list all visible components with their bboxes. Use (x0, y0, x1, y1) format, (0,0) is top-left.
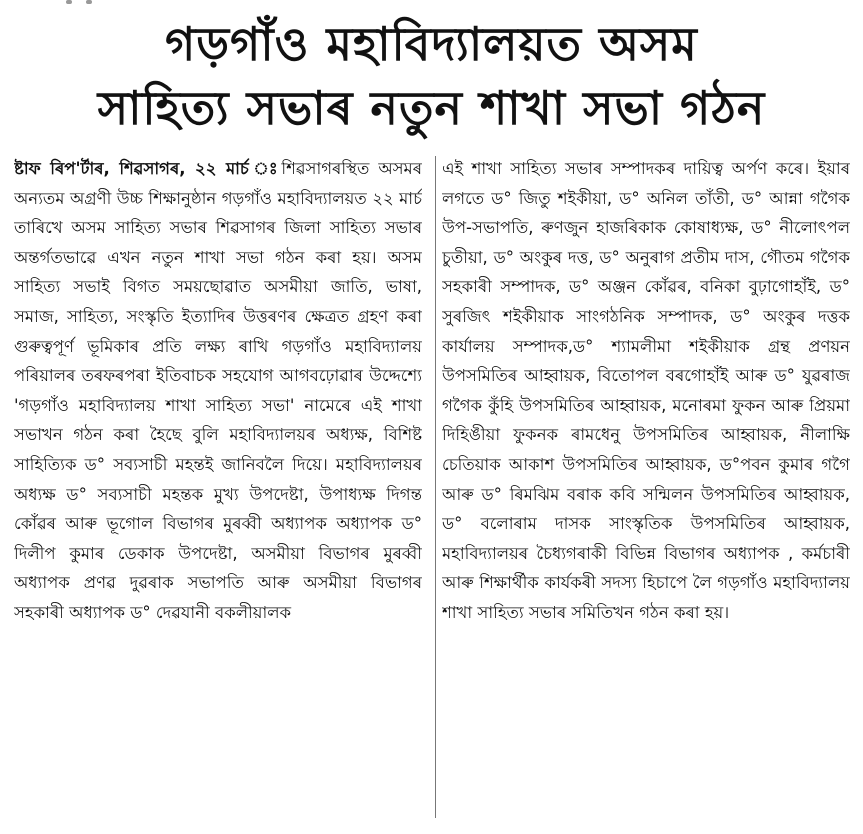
right-column-text: এই শাখা সাহিত্য সভাৰ সম্পাদকৰ দায়িত্ব অৰ্পণ কৰে। ইয়াৰ লগতে ড° জিতু শইকীয়া, ড° অনিল তাঁতী, ড° আন্না গগৈক উপ-সভাপতি, ৰুণজুন হাজৰিকাক কোষাধ্যক্ষ, ড° নীলোৎপল চুতীয়া, ড° অংকুৰ দত্ত, ড° অনুৰাগ প্ৰতীম দাস, গৌতম গগৈক সহকাৰী সম্পাদক, ড° অঞ্জন কোঁৱৰ, বনিকা বুঢ়াগোহাঁই, ড° সুৰজিৎ শইকীয়াক সাংগঠনিক সম্পাদক, ড° অংকুৰ দত্তক কাৰ্যালয় সম্পাদক,ড° শ্যামলীমা শইকীয়াক গ্ৰন্থ প্ৰণয়ন উপসমিতিৰ আহ্বায়ক, বিতোপল বৰগোহাঁই আৰু ড° যুৱৰাজ গগৈক কুঁহি উপসমিতিৰ আহ্বায়ক, মনোৰমা ফুকন আৰু প্ৰিয়মা দিহিঙীয়া ফুকনক ৰামধেনু উপসমিতিৰ আহ্বায়ক, নীলাক্ষি চেতিয়াক আকাশ উপসমিতিৰ আহ্বায়ক, ড°পবন কুমাৰ গগৈ আৰু ড° ৰিমঝিম বৰাক কবি সন্মিলন উপসমিতিৰ আহ্বায়ক, ড° বলোৰাম দাসক সাংস্কৃতিক উপসমিতিৰ আহ্বায়ক, মহাবিদ্যালয়ৰ চৈধ্যগৰাকী বিভিন্ন বিভাগৰ অধ্যাপক , কৰ্মচাৰী আৰু শিক্ষাৰ্থীক কাৰ্যকৰী সদস্য হিচাপে লৈ গড়গাঁও মহাবিদ্যালয় শাখা সাহিত্য সভাৰ সমিতিখন গঠন কৰা হয়। (442, 159, 850, 622)
edge-mark (86, 0, 92, 4)
left-column-text: শিৱসাগৰস্থিত অসমৰ অন্যতম অগ্ৰণী উচ্চ শিক্ষানুষ্ঠান গড়গাঁও মহাবিদ্যালয়ত ২২ মাৰ্চ তাৰিখে অসম সাহিত্য সভাৰ শিৱসাগৰ জিলা সাহিত্য সভাৰ অন্তৰ্গতভাৱে এখন নতুন শাখা সভা গঠন কৰা হয়। অসম সাহিত্য সভাই বিগত সময়ছোৱাত অসমীয়া জাতি, ভাষা, সমাজ, সাহিত্য, সংস্কৃতি ইত্যাদিৰ উত্তৰণৰ ক্ষেত্ৰত গ্ৰহণ কৰা গুৰুত্বপূৰ্ণ ভূমিকাৰ প্ৰতি লক্ষ্য ৰাখি গড়গাঁও মহাবিদ্যালয় পৰিয়ালৰ তৰফৰপৰা ইতিবাচক সহযোগ আগবঢ়োৱাৰ উদ্দেশ্যে 'গড়গাঁও মহাবিদ্যালয় শাখা সাহিত্য সভা' নামেৰে এই শাখা সভাখন গঠন কৰা হৈছে বুলি মহাবিদ্যালয়ৰ অধ্যক্ষ, বিশিষ্ট সাহিত্যিক ড° সব্যসাচী মহন্তই জানিবলৈ দিয়ে। মহাবিদ্যালয়ৰ অধ্যক্ষ ড° সব্যসাচী মহন্তক মুখ্য উপদেষ্টা, উপাধ্যক্ষ দিগন্ত কোঁৱৰ আৰু ভূগোল বিভাগৰ মুৰব্বী অধ্যাপক অধ্যাপক ড° দিলীপ কুমাৰ ডেকাক উপদেষ্টা, অসমীয়া বিভাগৰ মুৰব্বী অধ্যাপক প্ৰণৱ দুৱৰাক সভাপতি আৰু অসমীয়া বিভাগৰ সহকাৰী অধ্যাপক ড° দেৱযানী বকলীয়ালক (14, 159, 422, 622)
left-column (14, 154, 422, 826)
headline (20, 12, 843, 140)
edge-mark (66, 0, 72, 4)
column-divider (435, 156, 436, 818)
right-column (442, 154, 850, 826)
dateline: ষ্টাফ ৰিপ'ৰ্টাৰ, শিৱসাগৰ, ২২ মাৰ্চ ঃ (14, 159, 282, 178)
headline-line-2: সাহিত্য সভাৰ নতুন শাখা সভা গঠন (97, 81, 766, 135)
headline-line-1: গড়গাঁও মহাবিদ্যালয়ত অসম (165, 17, 698, 71)
article-body (14, 154, 854, 826)
top-edge-marks (0, 0, 863, 6)
